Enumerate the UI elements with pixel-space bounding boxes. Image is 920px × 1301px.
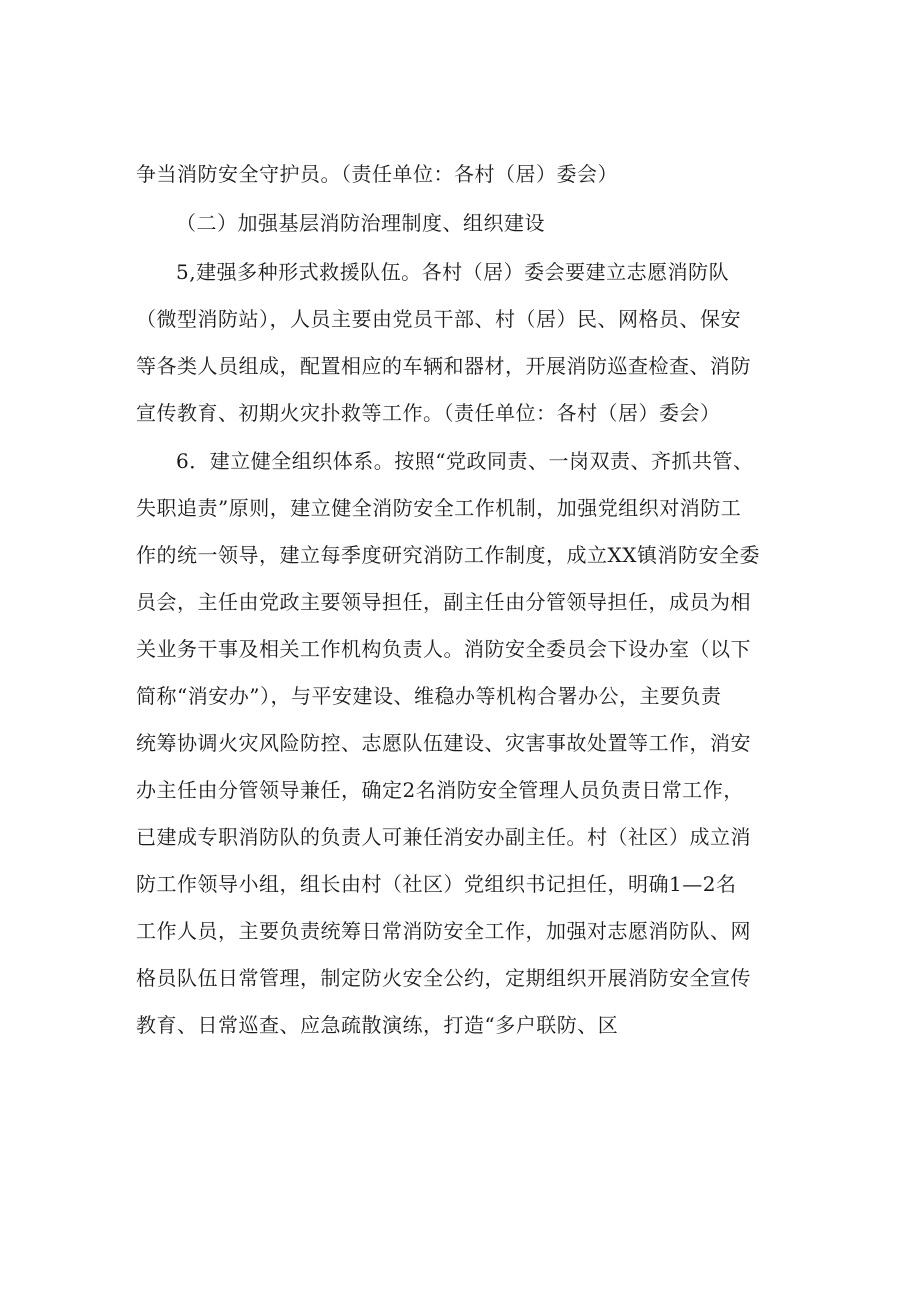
paragraph-6-line-6: 简称“消安办”），与平安建设、维稳办等机构合署办公，主要负责 bbox=[136, 684, 722, 708]
paragraph-5-line-1: 5,建强多种形式救援队伍。各村（居）委会要建立志愿消防队 bbox=[176, 260, 730, 284]
paragraph-6-line-10: 防工作领导小组，组长由村（社区）党组织书记担任，明确1—2名 bbox=[136, 872, 737, 896]
section-heading-2: （二）加强基层消防治理制度、组织建设 bbox=[176, 211, 545, 235]
paragraph-5-line-2: （微型消防站），人员主要由党员干部、村（居）民、网格员、保安 bbox=[136, 307, 741, 331]
paragraph-6-line-4: 员会，主任由党政主要领导担任，副主任由分管领导担任，成员为相 bbox=[136, 590, 751, 614]
paragraph-6-line-9: 已建成专职消防队的负责人可兼任消安办副主任。村（社区）成立消 bbox=[136, 825, 751, 849]
paragraph-5-line-3: 等各类人员组成，配置相应的车辆和器材，开展消防巡查检查、消防 bbox=[136, 354, 751, 378]
paragraph-6-line-3: 作的统一领导，建立每季度研究消防工作制度，成立XX镇消防安全委 bbox=[136, 543, 760, 567]
paragraph-6-line-13: 教育、日常巡查、应急疏散演练，打造“多户联防、区 bbox=[136, 1013, 619, 1037]
paragraph-6-line-7: 统筹协调火灾风险防控、志愿队伍建设、灾害事故处置等工作，消安 bbox=[136, 731, 751, 755]
paragraph-6-line-2: 失职追责”原则，建立健全消防安全工作机制，加强党组织对消防工 bbox=[136, 496, 742, 520]
text-line-continuation: 争当消防安全守护员。（责任单位：各村（居）委会） bbox=[136, 162, 618, 186]
paragraph-6-line-5: 关业务干事及相关工作机构负责人。消防安全委员会下设办室（以下 bbox=[136, 637, 751, 661]
paragraph-6-line-8: 办主任由分管领导兼任，确定2名消防安全管理人员负责日常工作， bbox=[136, 778, 744, 802]
paragraph-5-line-4: 宣传教育、初期火灾扑救等工作。（责任单位：各村（居）委会） bbox=[136, 401, 721, 425]
paragraph-6-line-1: 6．建立健全组织体系。按照“党政同责、一岗双责、齐抓共管、 bbox=[176, 449, 754, 473]
paragraph-6-line-11: 工作人员，主要负责统筹日常消防安全工作，加强对志愿消防队、网 bbox=[136, 919, 751, 943]
paragraph-6-line-12: 格员队伍日常管理，制定防火安全公约，定期组织开展消防安全宣传 bbox=[136, 966, 751, 990]
